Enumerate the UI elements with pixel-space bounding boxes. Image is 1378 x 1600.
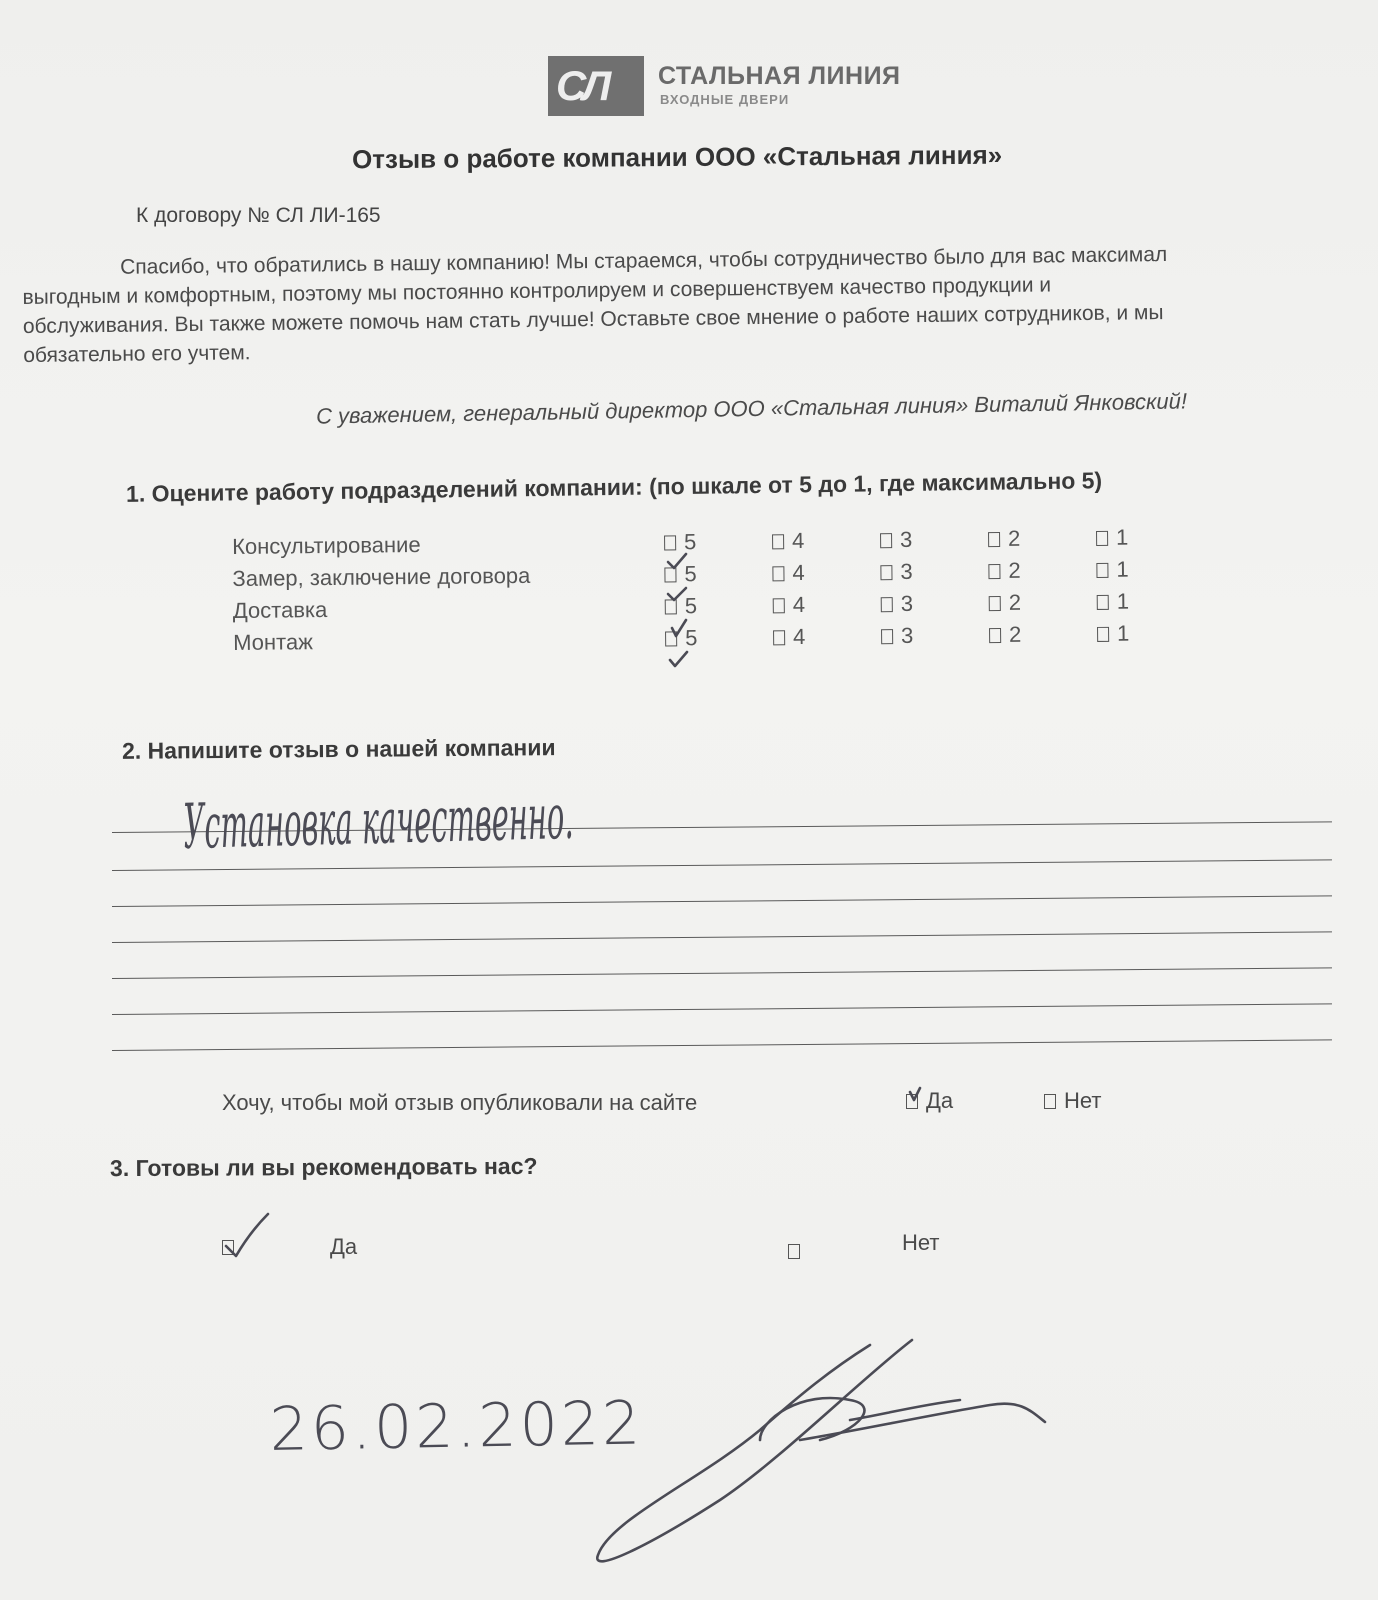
rating-option-4[interactable]: 4: [773, 624, 806, 650]
logo-name: СТАЛЬНАЯ ЛИНИЯ: [658, 62, 901, 90]
rating-option-4[interactable]: 4: [772, 528, 805, 554]
handwritten-date: 26.02.2022: [269, 1388, 644, 1465]
rating-option-1[interactable]: 1: [1096, 525, 1129, 551]
rating-option-1[interactable]: 1: [1097, 621, 1130, 647]
rating-option-2[interactable]: 2: [988, 526, 1021, 552]
publish-no-option[interactable]: Нет: [1044, 1088, 1101, 1114]
handwritten-signature: [597, 1340, 1045, 1561]
question-3-heading: 3. Готовы ли вы рекомендовать нас?: [109, 1152, 538, 1182]
rating-option-5[interactable]: 5: [665, 625, 698, 651]
check-mark-icon: [670, 652, 687, 666]
rating-option-2[interactable]: 2: [988, 558, 1021, 584]
rating-row-label: Доставка: [232, 597, 328, 623]
publish-question: Хочу, чтобы мой отзыв опубликовали на сайте: [222, 1090, 698, 1115]
intro-line: обслуживания. Вы также можете помочь нам стать лучше! Оставьте свое мнение о работе наших сотрудников, и мы: [22, 301, 1164, 338]
question-2-heading: 2. Напишите отзыв о нашей компании: [121, 734, 556, 764]
logo-subtitle: ВХОДНЫЕ ДВЕРИ: [660, 92, 790, 107]
rating-option-3[interactable]: 3: [881, 623, 914, 649]
rating-row-label: Консультирование: [232, 532, 421, 559]
rating-option-3[interactable]: 3: [880, 559, 913, 585]
rating-option-1[interactable]: 1: [1097, 589, 1130, 615]
recommend-yes-label: Да: [330, 1234, 358, 1259]
check-mark-icon: [668, 554, 686, 568]
intro-line: обязательно его учтем.: [23, 341, 251, 367]
check-mark-icon: [668, 588, 686, 600]
director-signature-line: С уважением, генеральный директор ООО «Стальная линия» Виталий Янковский!: [315, 388, 1188, 429]
rating-option-3[interactable]: 3: [881, 591, 914, 617]
check-mark-icon: [672, 620, 686, 636]
logo-mark-text: СЛ: [556, 62, 608, 109]
contract-number: К договору № СЛ ЛИ-165: [136, 204, 381, 227]
handwritten-review: Установка качественно.: [182, 768, 1022, 863]
rating-row-label: Монтаж: [233, 629, 314, 655]
recommend-no-label: Нет: [902, 1230, 940, 1255]
rating-option-3[interactable]: 3: [880, 527, 913, 553]
check-mark-icon: [910, 1088, 920, 1100]
rating-option-4[interactable]: 4: [772, 560, 805, 586]
rating-option-5[interactable]: 5: [665, 593, 698, 619]
rating-option-5[interactable]: 5: [664, 529, 697, 555]
intro-line: Спасибо, что обратились в нашу компанию! Мы стараемся, чтобы сотрудничество было для вас максимал: [120, 243, 1168, 279]
rating-option-1[interactable]: 1: [1096, 557, 1129, 583]
rating-option-2[interactable]: 2: [989, 622, 1022, 648]
question-1-heading: 1. Оцените работу подразделений компании: (по шкале от 5 до 1, где максимально 5): [125, 467, 1103, 507]
rating-row-label: Замер, заключение договора: [232, 562, 531, 591]
publish-yes-option[interactable]: Да: [906, 1088, 953, 1114]
intro-line: выгодным и комфортным, поэтому мы постоянно контролируем и совершенствуем качество продукции и: [22, 273, 1052, 309]
rating-option-5[interactable]: 5: [664, 561, 697, 587]
check-mark-icon: [226, 1214, 268, 1256]
rating-option-4[interactable]: 4: [773, 592, 806, 618]
form-title: Отзыв о работе компании ООО «Стальная линия»: [351, 139, 1003, 175]
rating-option-2[interactable]: 2: [989, 590, 1022, 616]
